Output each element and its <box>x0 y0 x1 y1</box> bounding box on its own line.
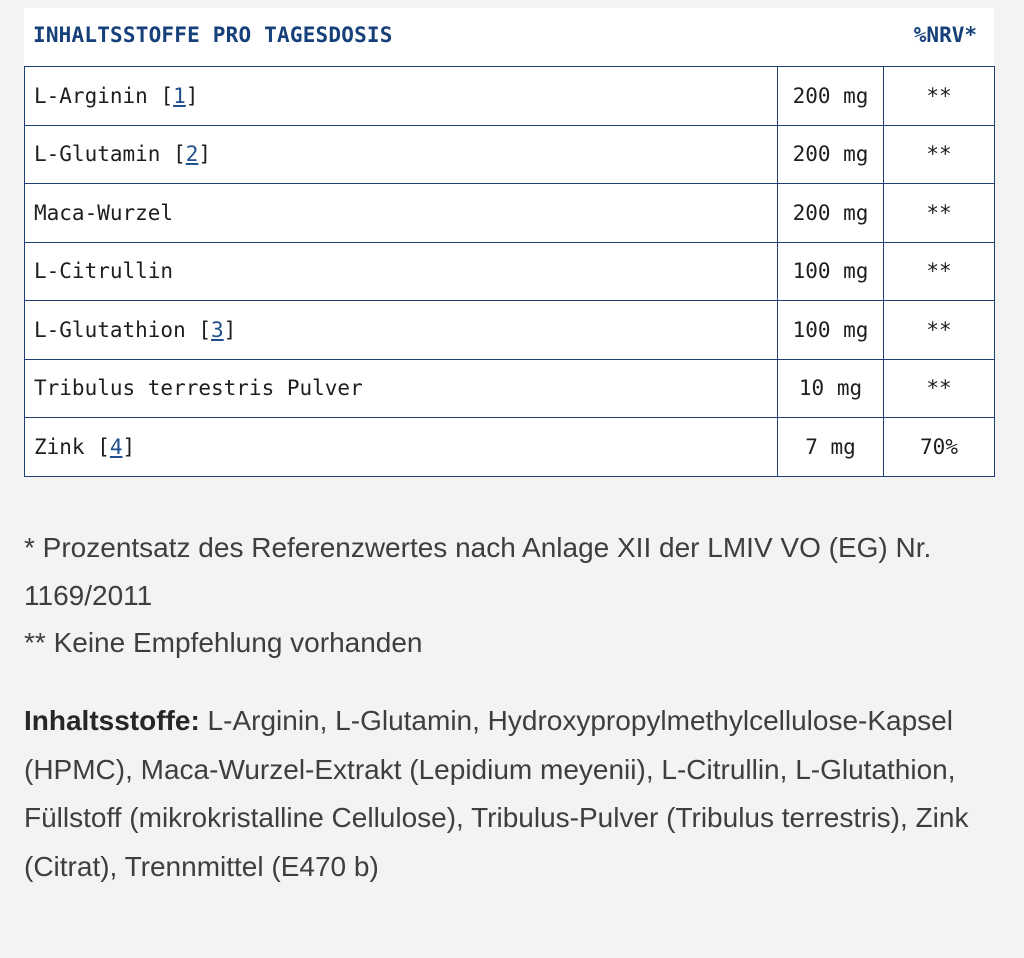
table-row <box>25 418 995 477</box>
ingredient-name-cell <box>25 242 778 301</box>
ref-bracket-close: ] <box>198 142 212 167</box>
amount-cell: 100 mg <box>778 242 884 301</box>
ingredient-name: L-Glutathion <box>34 317 186 342</box>
ingredient-name-cell <box>25 418 778 477</box>
ingredient-name-cell <box>25 125 778 184</box>
table-row <box>25 242 995 301</box>
ingredients-table <box>24 66 995 477</box>
reference-link-1[interactable]: 1 <box>173 83 186 108</box>
table-title: INHALTSSTOFFE PRO TAGESDOSIS <box>33 23 393 47</box>
amount-cell: 200 mg <box>778 67 884 126</box>
ref-bracket-open: [ <box>160 142 186 167</box>
nrv-cell: ** <box>884 242 995 301</box>
amount-cell: 7 mg <box>778 418 884 477</box>
ref-bracket-close: ] <box>223 317 237 342</box>
nrv-column-label: %NRV* <box>913 23 977 47</box>
ref-bracket-open: [ <box>185 317 212 342</box>
amount-cell: 200 mg <box>778 125 884 184</box>
ingredient-name: L-Citrullin <box>34 259 174 284</box>
nrv-cell: ** <box>884 184 995 243</box>
amount-cell: 10 mg <box>778 359 884 418</box>
ingredient-name: Zink <box>34 434 85 459</box>
ingredient-name-cell <box>25 67 778 126</box>
footnote-reference-value: * Prozentsatz des Referenzwertes nach Anlage XII der LMIV VO (EG) Nr. 1169/2011 <box>24 532 932 611</box>
ref-bracket-open: [ <box>84 434 110 459</box>
ingredient-name-cell <box>25 184 778 243</box>
ingredient-name: Maca-Wurzel <box>34 200 174 225</box>
ingredients-label: Inhaltsstoffe: <box>24 705 200 736</box>
amount-cell: 200 mg <box>778 184 884 243</box>
ref-bracket-close: ] <box>185 83 199 108</box>
ref-bracket-close: ] <box>122 434 136 459</box>
nrv-cell: 70% <box>884 418 995 477</box>
nrv-cell: ** <box>884 359 995 418</box>
nrv-cell: ** <box>884 125 995 184</box>
ingredient-name: L-Arginin <box>34 83 148 108</box>
ingredients-list: L-Arginin, L-Glutamin, Hydroxypropylmethylcellulose-Kapsel (HPMC), Maca-Wurzel-Extrakt (Lepidium meyenii), L-Citrullin, L-Glutathion, Füllstoff (mikrokristalline Cellulose), Tribulus-Pulver (Tribulus terrestris), Zink (Citrat), Trennmittel (E470 b) <box>24 705 969 882</box>
reference-link-2[interactable]: 2 <box>185 142 199 167</box>
reference-link-3[interactable]: 3 <box>211 317 224 342</box>
table-row <box>25 125 995 184</box>
footnotes <box>24 524 1004 667</box>
table-header <box>24 8 994 66</box>
footnote-no-recommendation: ** Keine Empfehlung vorhanden <box>24 627 423 658</box>
nrv-cell: ** <box>884 301 995 360</box>
ingredient-name-cell <box>25 301 778 360</box>
table-row <box>25 184 995 243</box>
ingredient-name: L-Glutamin <box>34 142 161 167</box>
table-row <box>25 301 995 360</box>
ingredient-name-cell <box>25 359 778 418</box>
amount-cell: 100 mg <box>778 301 884 360</box>
reference-link-4[interactable]: 4 <box>109 434 123 459</box>
table-row <box>25 359 995 418</box>
ref-bracket-open: [ <box>147 83 174 108</box>
ingredients-paragraph <box>24 697 999 891</box>
nrv-cell: ** <box>884 67 995 126</box>
ingredient-name: Tribulus terrestris Pulver <box>34 376 363 401</box>
table-row <box>25 67 995 126</box>
